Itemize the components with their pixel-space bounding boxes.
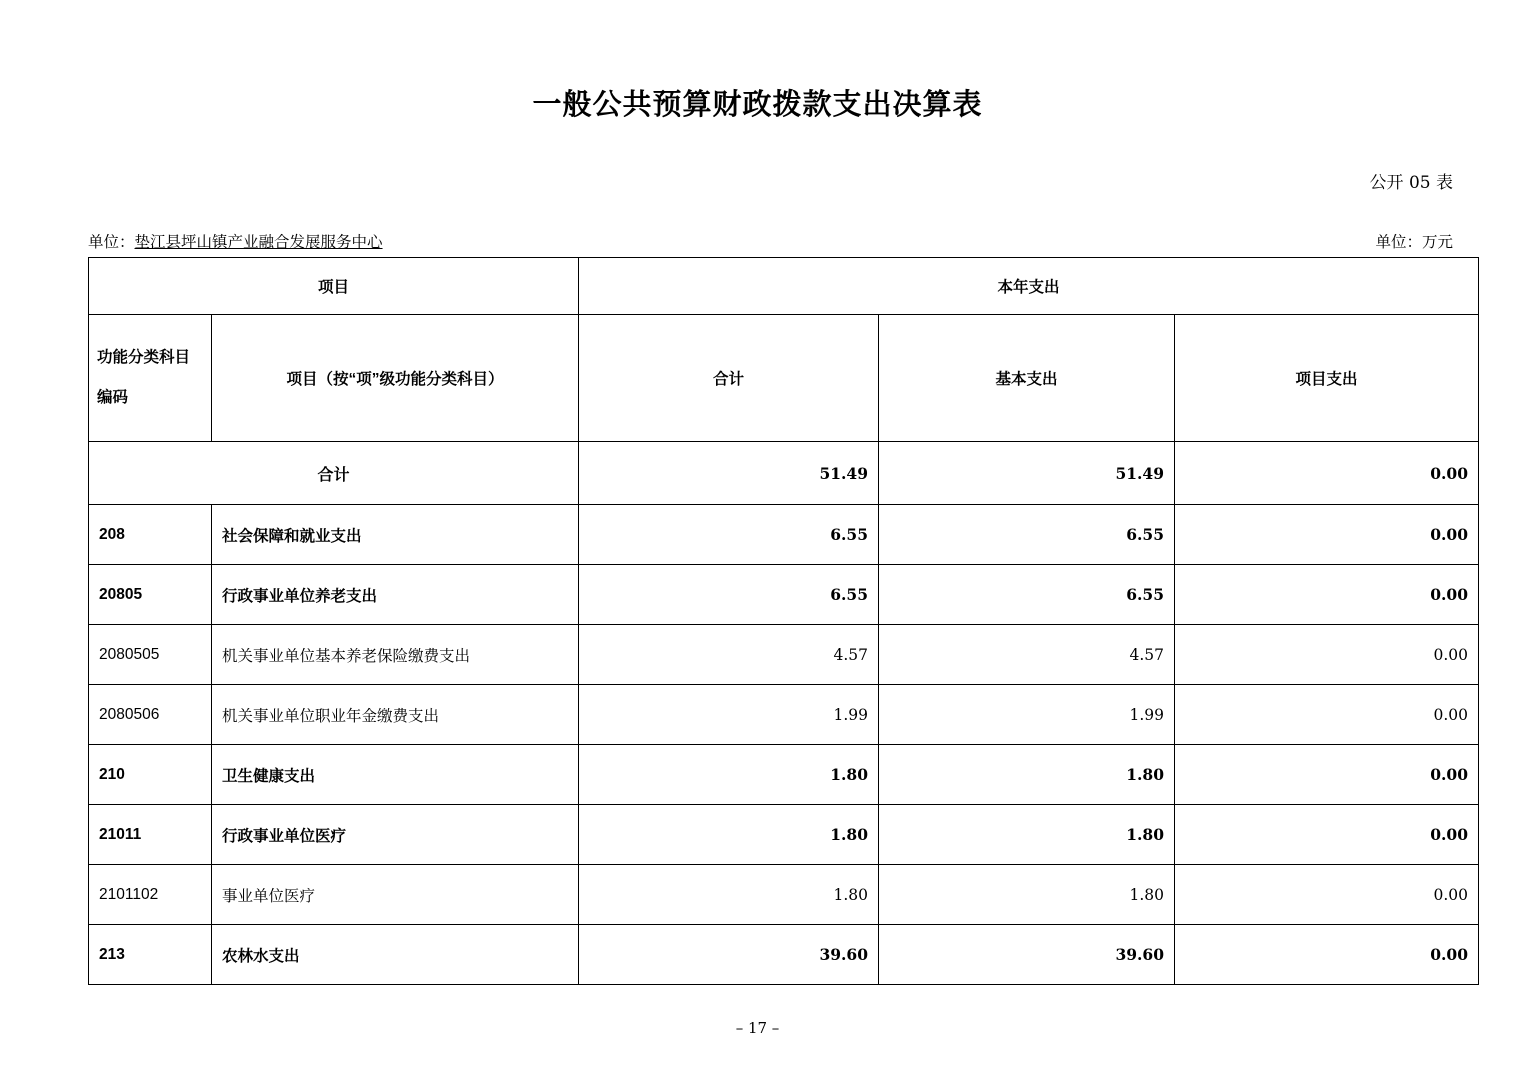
row-project: 0.00 (1175, 925, 1479, 985)
row-total: 6.55 (579, 565, 879, 625)
table-group-header-row (89, 258, 1479, 315)
row-code: 210 (89, 745, 212, 805)
row-basic: 1.80 (879, 805, 1175, 865)
row-basic: 1.80 (879, 865, 1175, 925)
column-header-code-line2: 编码 (97, 389, 129, 406)
row-name: 机关事业单位职业年金缴费支出 (212, 685, 579, 745)
amount-unit: 单位：万元 (1375, 234, 1453, 251)
row-name: 行政事业单位养老支出 (212, 565, 579, 625)
column-header-code-line1: 功能分类科目 (97, 348, 191, 366)
row-total: 1.80 (579, 745, 879, 805)
total-row-project: 0.00 (1175, 442, 1479, 505)
row-total: 1.99 (579, 685, 879, 745)
unit-label: 单位： (88, 234, 135, 251)
group-header-current-year: 本年支出 (579, 258, 1479, 315)
table-column-header-row (89, 315, 1479, 442)
row-code: 21011 (89, 805, 212, 865)
row-project: 0.00 (1175, 625, 1479, 685)
row-total: 4.57 (579, 625, 879, 685)
group-header-item: 项目 (89, 258, 579, 315)
page-title: 一般公共预算财政拨款支出决算表 (532, 87, 983, 121)
row-basic: 4.57 (879, 625, 1175, 685)
row-name: 农林水支出 (212, 925, 579, 985)
total-row-total: 51.49 (579, 442, 879, 505)
form-number: 公开 05 表 (1369, 173, 1453, 193)
table-row (89, 925, 1479, 985)
row-code: 213 (89, 925, 212, 985)
row-project: 0.00 (1175, 685, 1479, 745)
row-name: 行政事业单位医疗 (212, 805, 579, 865)
row-basic: 1.99 (879, 685, 1175, 745)
row-total: 1.80 (579, 865, 879, 925)
total-row-label: 合计 (89, 442, 579, 505)
row-basic: 6.55 (879, 565, 1175, 625)
table-row (89, 865, 1479, 925)
row-code: 208 (89, 505, 212, 565)
row-name: 卫生健康支出 (212, 745, 579, 805)
budget-expenditure-table (88, 257, 1479, 985)
column-header-item-name: 项目（按“项”级功能分类科目） (212, 315, 579, 442)
table-row (89, 505, 1479, 565)
row-total: 1.80 (579, 805, 879, 865)
table-row (89, 685, 1479, 745)
row-project: 0.00 (1175, 805, 1479, 865)
page-footer-number: – 17 – (735, 1019, 780, 1037)
row-code: 2080506 (89, 685, 212, 745)
table-row (89, 565, 1479, 625)
row-code: 2080505 (89, 625, 212, 685)
row-project: 0.00 (1175, 745, 1479, 805)
row-basic: 1.80 (879, 745, 1175, 805)
row-basic: 6.55 (879, 505, 1175, 565)
column-header-basic: 基本支出 (879, 315, 1175, 442)
row-name: 社会保障和就业支出 (212, 505, 579, 565)
column-header-total: 合计 (579, 315, 879, 442)
total-row-basic: 51.49 (879, 442, 1175, 505)
row-name: 事业单位医疗 (212, 865, 579, 925)
row-project: 0.00 (1175, 565, 1479, 625)
row-name: 机关事业单位基本养老保险缴费支出 (212, 625, 579, 685)
unit-name: 垫江县坪山镇产业融合发展服务中心 (134, 234, 383, 251)
column-header-project: 项目支出 (1175, 315, 1479, 442)
column-header-code (89, 315, 212, 442)
row-total: 6.55 (579, 505, 879, 565)
row-project: 0.00 (1175, 865, 1479, 925)
table-row (89, 625, 1479, 685)
table-row (89, 805, 1479, 865)
unit-line (88, 230, 1453, 254)
row-total: 39.60 (579, 925, 879, 985)
row-code: 2101102 (89, 865, 212, 925)
row-basic: 39.60 (879, 925, 1175, 985)
row-project: 0.00 (1175, 505, 1479, 565)
unit-name-line (88, 230, 383, 252)
table-row (89, 745, 1479, 805)
table-row-total (89, 442, 1479, 505)
row-code: 20805 (89, 565, 212, 625)
